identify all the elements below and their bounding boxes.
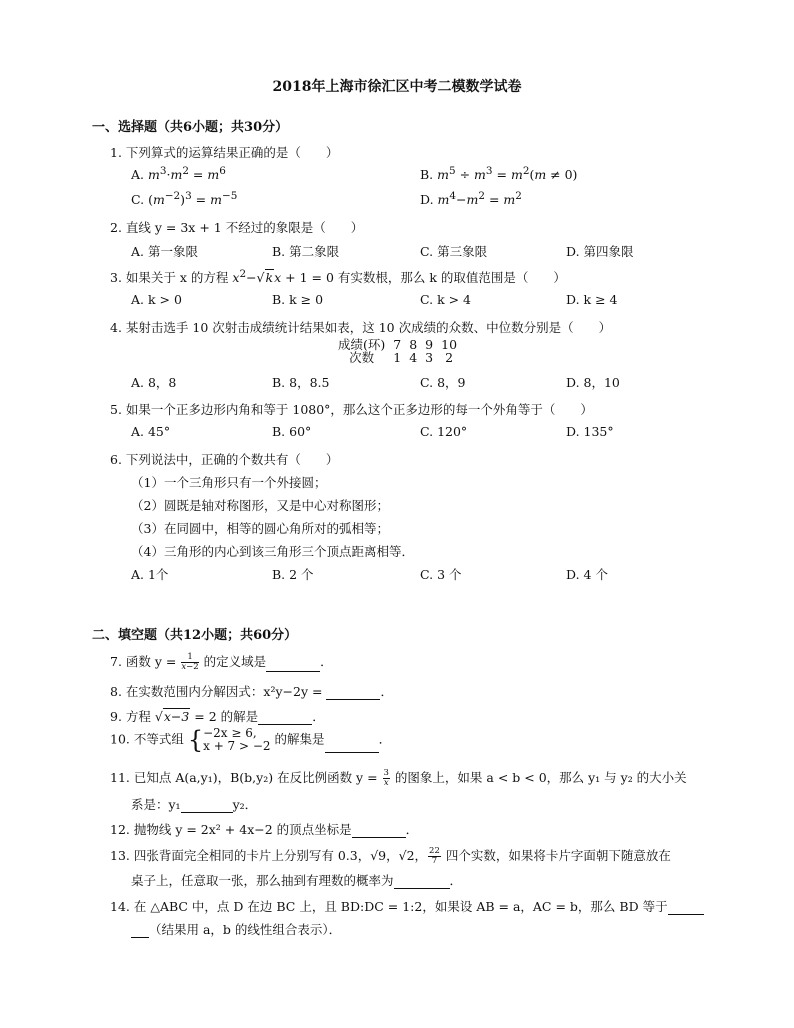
- question-1-option-b: B. $m^5 \div m^3 = m^2(m \ne 0)$: [420, 165, 578, 183]
- answer-blank: [266, 659, 320, 672]
- question-11-line-1: 11. 已知点 A(a,y₁)，B(b,y₂) 在反比例函数 y = $\frac{3}{x}$ 的图象上，如果 a < b < 0，那么 y₁ 与 y₂ 的大小关: [110, 768, 687, 788]
- question-3-stem: 3. 如果关于 x 的方程 $x^2-√kx + 1 = 0$ 有实数根，那么 k 的取值范围是（ ）: [110, 268, 566, 286]
- question-4-option-c: C. 8，9: [420, 375, 466, 390]
- stats-cell: 2: [445, 350, 454, 365]
- answer-blank: [325, 740, 379, 753]
- answer-blank: [326, 687, 380, 700]
- question-3-option-c: C. k > 4: [420, 292, 472, 307]
- question-2-option-c: C. 第三象限: [420, 244, 488, 259]
- question-5-option-c: C. 120°: [420, 424, 468, 439]
- question-6-statement-3: （3）在同圆中，相等的圆心角所对的弧相等；: [131, 521, 389, 536]
- question-2-stem: 2. 直线 y = 3x + 1 不经过的象限是（ ）: [110, 220, 364, 235]
- stats-cell: 8: [409, 337, 418, 352]
- question-6-option-d: D. 4 个: [566, 567, 608, 582]
- question-1-option-a: A. $m^3\cdot m^2 = m^6$: [131, 165, 226, 183]
- question-3-option-d: D. k ≥ 4: [566, 292, 618, 307]
- answer-blank: [352, 825, 406, 838]
- question-6-option-a: A. 1个: [131, 567, 169, 582]
- question-6-statement-2: （2）圆既是轴对称图形，又是中心对称图形；: [131, 498, 389, 513]
- fraction: $\frac{22}{7}$: [429, 846, 440, 866]
- fraction: $\frac{3}{x}$: [383, 768, 389, 788]
- stats-cell: 9: [425, 337, 434, 352]
- question-7: 7. 函数 y = $\frac{1}{x-2}$ 的定义域是 ．: [110, 652, 333, 672]
- question-4-stem: 4. 某射击选手 10 次射击成绩统计结果如表，这 10 次成绩的众数、中位数分别是（ ）: [110, 320, 612, 335]
- stats-cell: 3: [425, 350, 434, 365]
- question-1-option-c: C. $(m^{-2})^3 = m^{-5}$: [131, 190, 238, 208]
- question-4-stats-table: [334, 338, 461, 364]
- question-5-option-d: D. 135°: [566, 424, 614, 439]
- answer-blank: [394, 876, 450, 889]
- question-6-option-b: B. 2 个: [272, 567, 314, 582]
- question-2-option-d: D. 第四象限: [566, 244, 634, 259]
- section-heading-choice: 一、选择题（共6小题；共30分）: [92, 120, 289, 135]
- question-9: 9. 方程 √x−3 = 2 的解是 ．: [110, 709, 325, 724]
- question-1-option-d: D. $m^4-m^2 = m^2$: [420, 190, 522, 208]
- question-4-option-b: B. 8，8.5: [272, 375, 330, 390]
- stats-cell: 7: [393, 337, 402, 352]
- answer-blank: [131, 925, 149, 938]
- question-4-option-a: A. 8，8: [131, 375, 177, 390]
- question-14-line-1: 14. 在 △ABC 中，点 D 在边 BC 上，且 BD:DC = 1:2，如果设 AB = a，AC = b，那么 BD 等于: [110, 897, 704, 915]
- question-14-line-2: （结果用 a，b 的线性组合表示）．: [131, 920, 341, 938]
- stats-row2-label: 次数: [349, 350, 375, 365]
- stats-cell: 1: [393, 350, 402, 365]
- question-6-stem: 6. 下列说法中，正确的个数共有（ ）: [110, 452, 339, 467]
- question-2-option-a: A. 第一象限: [131, 244, 198, 259]
- question-13-line-2: 桌子上，任意取一张，那么抽到有理数的概率为 ．: [131, 873, 463, 888]
- question-8: 8. 在实数范围内分解因式：x²y−2y = ．: [110, 684, 393, 699]
- question-3-option-b: B. k ≥ 0: [272, 292, 324, 307]
- page-title: 2018年上海市徐汇区中考二模数学试卷: [272, 79, 522, 95]
- question-12: 12. 抛物线 y = 2x² + 4x−2 的顶点坐标是 ．: [110, 822, 419, 837]
- question-5-option-a: A. 45°: [131, 424, 171, 439]
- question-1-stem: 1. 下列算式的运算结果正确的是（ ）: [110, 145, 339, 160]
- question-13-line-1: 13. 四张背面完全相同的卡片上分别写有 0.3，√9，√2， $\frac{22}{7}$ 四个实数，如果将卡片字面朝下随意放在: [110, 846, 671, 866]
- stats-cell: 10: [441, 337, 458, 352]
- question-3-option-a: A. k > 0: [131, 292, 182, 307]
- answer-blank: [181, 800, 233, 813]
- question-2-option-b: B. 第二象限: [272, 244, 340, 259]
- question-4-option-d: D. 8，10: [566, 375, 620, 390]
- question-10: 10. 不等式组 { −2x ≥ 6, x + 7 > −2 的解集是 ．: [110, 726, 392, 754]
- section-heading-fill: 二、填空题（共12小题；共60分）: [92, 628, 298, 643]
- answer-blank: [258, 712, 312, 725]
- stats-row1-label: 成绩(环): [338, 337, 386, 352]
- question-6-statement-1: （1）一个三角形只有一个外接圆；: [131, 475, 327, 490]
- question-5-stem: 5. 如果一个正多边形内角和等于 1080°，那么这个正多边形的每一个外角等于（ ）: [110, 402, 593, 417]
- question-5-option-b: B. 60°: [272, 424, 312, 439]
- question-6-option-c: C. 3 个: [420, 567, 462, 582]
- stats-cell: 4: [409, 350, 418, 365]
- answer-blank: [668, 902, 704, 915]
- fraction: $\frac{1}{x-2}$: [181, 652, 199, 672]
- question-6-statement-4: （4）三角形的内心到该三角形三个顶点距离相等．: [131, 544, 414, 559]
- question-11-line-2: 系是：y₁ y₂．: [131, 797, 258, 812]
